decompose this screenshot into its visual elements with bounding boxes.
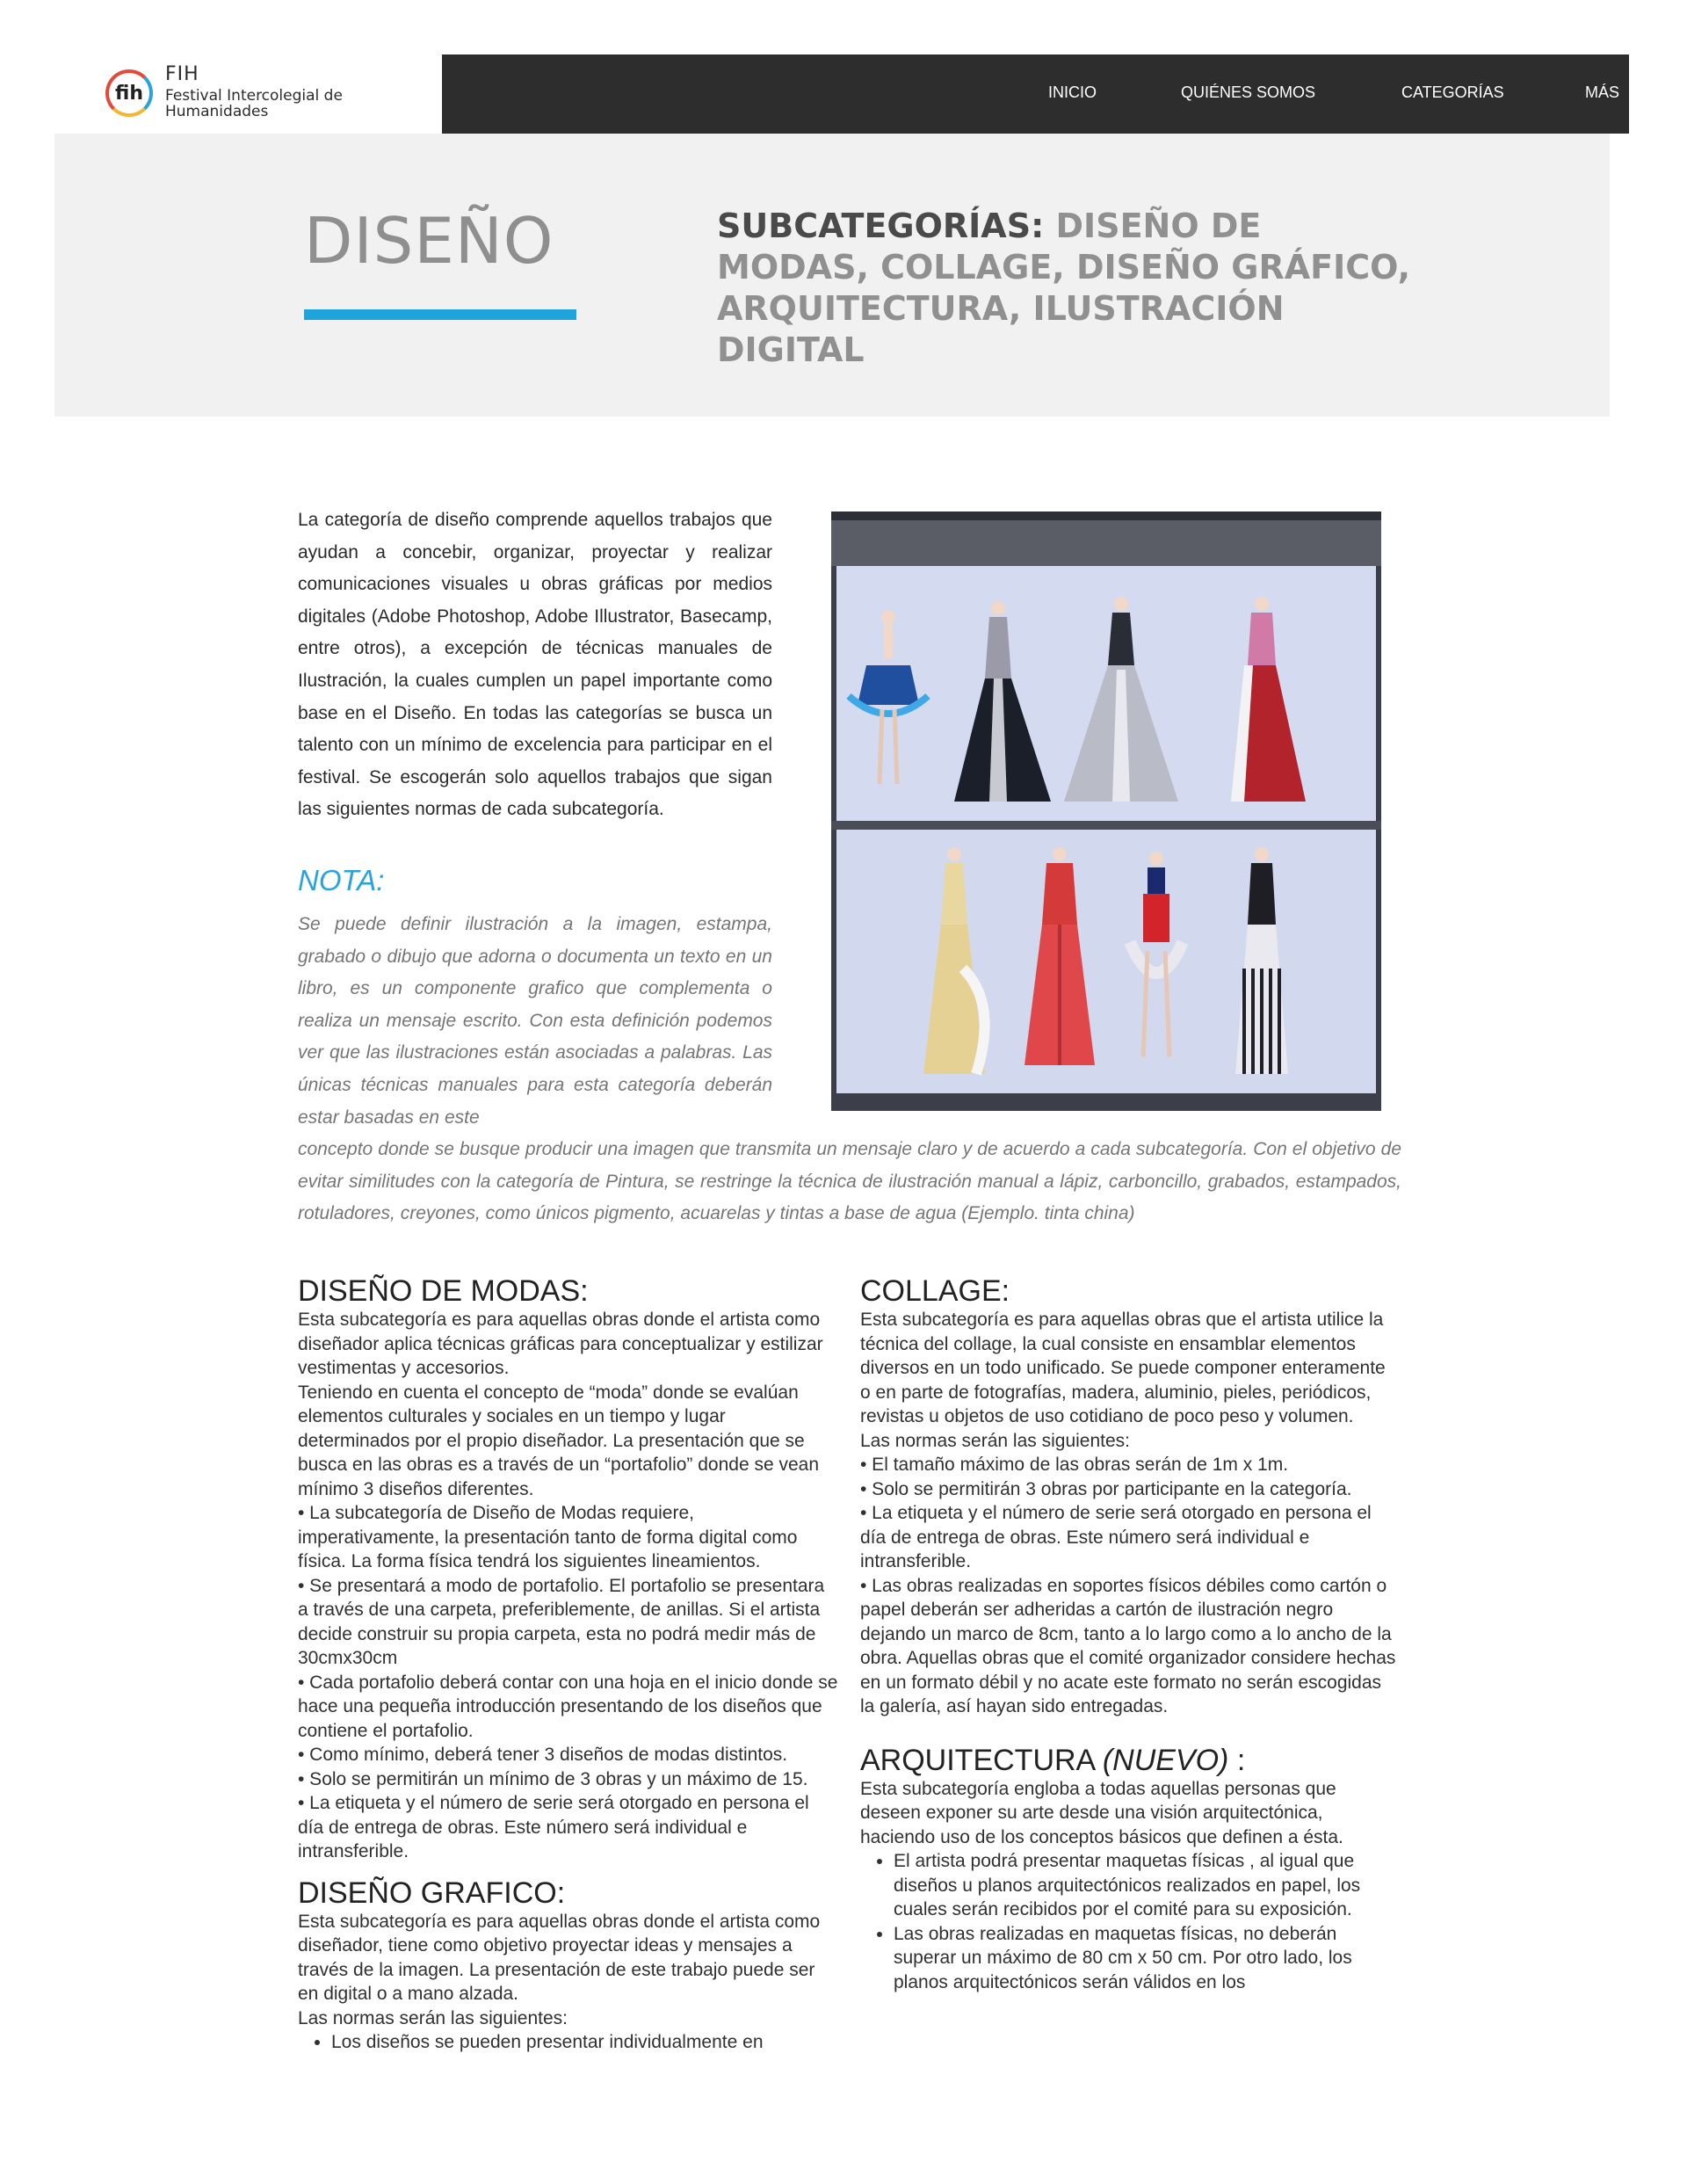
arquitectura-title: ARQUITECTURA — [860, 1743, 1095, 1777]
modas-rule-2: • Se presentará a modo de portafolio. El portafolio se presentara a través de una carpeta, preferiblemente, de anillas. Si el artista decide construir su propia carpeta, esta no podrá medir más de 30cmx30cm — [298, 1575, 825, 1668]
fashion-sketches-image — [831, 512, 1381, 1111]
collage-paragraph-2: Las normas serán las siguientes: — [860, 1430, 1130, 1451]
nuevo-tag: (NUEVO) — [1102, 1743, 1229, 1777]
arquitectura-rules-list — [860, 1849, 1401, 1994]
section-heading-grafico: DISEÑO GRAFICO: — [298, 1876, 566, 1910]
left-column — [298, 1274, 838, 2055]
grafico-paragraph-2: Las normas serán las siguientes: — [298, 2007, 568, 2028]
collage-rule-3: • La etiqueta y el número de serie será otorgado en persona el día de entrega de obras. Este número será individual e intransferible. — [860, 1503, 1372, 1571]
collage-rule-1: • El tamaño máximo de las obras serán de 1m x 1m. — [860, 1455, 1289, 1475]
nota-text-full: concepto donde se busque producir una imagen que transmita un mensaje claro y de acuerdo a cada subcategoría. Con el objetivo de evitar similitudes con la categoría de Pintura, se restringe la técnica de ilustración manual a lápiz, carboncillo, grabados, estampados, rotuladores, creyones, como únicos pigmento, acuarelas y tintas a base de agua (Ejemplo. tinta china) — [298, 1139, 1401, 1224]
modas-paragraph-2: Teniendo en cuenta el concepto de “moda” donde se evalúan elementos culturales y sociales en un tiempo y lugar determinados por el propio diseñador. La presentación que se busca en las obras es a través de un “portafolio” donde se vean mínimo 3 diseños diferentes. — [298, 1382, 820, 1499]
logo-mark-text: fih — [115, 82, 143, 105]
arquitectura-colon: : — [1228, 1743, 1246, 1777]
nav-inicio[interactable]: INICIO — [1048, 83, 1097, 101]
arquitectura-rule-1: • El artista podrá presentar maquetas físicas , al igual que diseños u planos arquitectónicos realizados en papel, los cuales serán recibidos por el comité para su exposición. — [894, 1849, 1401, 1922]
section-heading-modas: DISEÑO DE MODAS: — [298, 1274, 589, 1308]
modas-rule-5: • Solo se permitirán un mínimo de 3 obras y un máximo de 15. — [298, 1768, 808, 1789]
page-title: DISEÑO — [304, 204, 554, 278]
section-diseno-modas — [298, 1274, 838, 1864]
section-arquitectura — [860, 1744, 1401, 1995]
modas-rule-1: • La subcategoría de Diseño de Modas requiere, imperativamente, la presentación tanto de forma digital como física. La forma física tendrá los siguientes lineamientos. — [298, 1503, 798, 1571]
collage-rule-4: • Las obras realizadas en soportes físicos débiles como cartón o papel deberán ser adheridas a cartón de ilustración negro dejando un marco de 8cm, tanto a lo largo como a lo ancho de la obra. Aquellas obras que el comité organizador considere hechas en un formato débil y no acate este formato no serán escogidas la galería, así hayan sido entregadas. — [860, 1575, 1396, 1716]
nota-text-wrapped: Se puede definir ilustración a la imagen, estampa, grabado o dibujo que adorna o documenta un texto en un libro, es un componente grafico que complementa o realiza un mensaje escrito. Con esta definición podemos ver que las ilustraciones están asociadas a palabras. Las únicas técnicas manuales para esta categoría deberán estar basadas en este — [298, 914, 772, 1128]
modas-rule-6: • La etiqueta y el número de serie será otorgado en persona el día de entrega de obras. Este número será individual e intransferible. — [298, 1793, 809, 1861]
section-collage — [860, 1274, 1401, 1719]
collage-rule-2: • Solo se permitirán 3 obras por participante en la categoría. — [860, 1478, 1352, 1499]
modas-rule-3: • Cada portafolio deberá contar con una hoja en el inicio donde se hace una pequeña introducción presentando de los diseños que contiene el portafolio. — [298, 1672, 838, 1741]
site-header — [54, 54, 1629, 134]
logo-full-name: Festival Intercolegial de Humanidades — [165, 87, 343, 120]
main-nav — [442, 54, 1629, 134]
grafico-rules-list — [298, 2030, 838, 2055]
section-heading-arquitectura — [860, 1744, 1401, 1777]
subcategories-heading — [717, 206, 1420, 371]
nav-mas[interactable]: MÁS — [1585, 83, 1620, 101]
subcategories-list: DISEÑO DE MODAS, COLLAGE, DISEÑO GRÁFICO, ARQUITECTURA, ILUSTRACIÓN DIGITAL — [717, 207, 1411, 369]
modas-paragraph-1: Esta subcategoría es para aquellas obras donde el artista como diseñador aplica técnicas gráficas para conceptualizar y estilizar vestimentas y accesorios. — [298, 1310, 823, 1378]
nav-quienes-somos[interactable]: QUIÉNES SOMOS — [1181, 83, 1316, 101]
grafico-paragraph-1: Esta subcategoría es para aquellas obras donde el artista como diseñador, tiene como objetivo proyectar ideas y mensajes a través de la imagen. La presentación de este trabajo puede ser en digital o a mano alzada. — [298, 1911, 821, 2004]
hero-banner — [54, 134, 1610, 417]
fashion-sketches-illustration — [831, 512, 1381, 1111]
grafico-rule-1: • Los diseños se pueden presentar individualmente en — [331, 2030, 838, 2055]
nota-heading: NOTA: — [298, 864, 385, 896]
intro-paragraph: La categoría de diseño comprende aquellos trabajos que ayudan a concebir, organizar, proyectar y realizar comunicaciones visuales u obras gráficas por medios digitales (Adobe Photoshop, Adobe Illustrator, Basecamp, entre otros), a excepción de técnicas manuales de Ilustración, la cuales cumplen un papel importante como base en el Diseño. En todas las categorías se busca un talento con un mínimo de excelencia para participar en el festival. Se escogerán solo aquellos trabajos que sigan las siguientes normas de cada subcategoría. — [298, 510, 772, 820]
subcategories-label: SUBCATEGORÍAS: — [717, 207, 1045, 245]
nav-categorias[interactable]: CATEGORÍAS — [1401, 83, 1504, 101]
logo-link[interactable] — [54, 54, 441, 134]
section-diseno-grafico — [298, 1876, 838, 2055]
fih-logo-icon — [105, 69, 153, 117]
arquitectura-rule-2: • Las obras realizadas en maquetas físicas, no deberán superar un máximo de 80 cm x 50 cm. Por otro lado, los planos arquitectónicos serán válidos en los — [894, 1922, 1401, 1995]
collage-paragraph-1: Esta subcategoría es para aquellas obras que el artista utilice la técnica del collage, la cual consiste en ensamblar elementos diversos en un todo unificado. Se puede componer enteramente o en parte de fotografías, madera, aluminio, pieles, periódicos, revistas u objetos de uso cotidiano de poco peso y volumen. — [860, 1310, 1386, 1426]
section-heading-collage: COLLAGE: — [860, 1274, 1010, 1308]
logo-abbreviation: FIH — [165, 63, 199, 85]
right-column — [860, 1274, 1401, 1994]
arquitectura-paragraph-1: Esta subcategoría engloba a todas aquellas personas que deseen exponer su arte desde una visión arquitectónica, haciendo uso de los conceptos básicos que definen a ésta. — [860, 1778, 1343, 1847]
modas-rule-4: • Como mínimo, deberá tener 3 diseños de modas distintos. — [298, 1745, 788, 1765]
title-underline — [304, 309, 576, 320]
